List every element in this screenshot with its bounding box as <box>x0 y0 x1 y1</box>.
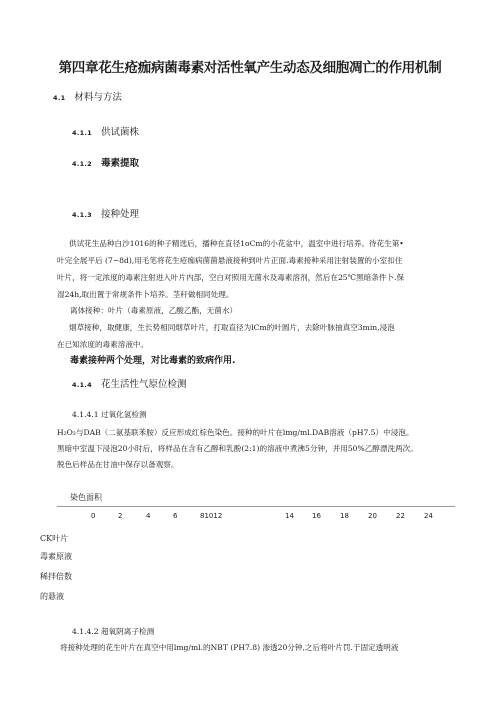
table-row-label: 毒素原液 <box>40 552 72 561</box>
section-title: 花生活性气原位检测 <box>101 379 187 390</box>
table-rule <box>57 506 455 507</box>
tick-label: 18 <box>340 512 349 520</box>
section-title: 接种处理 <box>101 209 140 220</box>
tick-label: 16 <box>312 512 321 520</box>
tick-label: 20 <box>368 512 377 520</box>
paragraph-line: 供试花生品种白沙1016的种子精选后，播种在直径1oCm的小花盆中，温室中进行培养。待花生第• <box>69 239 404 248</box>
section-4-1-3-heading <box>72 206 139 220</box>
section-title: 材料与方法 <box>74 92 122 103</box>
tick-label: 22 <box>396 512 405 520</box>
table-row-label: 稀拌倍数 <box>40 572 72 581</box>
paragraph-line: 烟草接种，取健康，生长势相同烟草叶片，打取直径为lCm的叶圆片，去除叶脉抽真空3min,浸泡 <box>69 323 395 332</box>
section-number: 4.1.3 <box>72 211 93 219</box>
bold-summary-line: 毒素接种两个处理，对比毒素的致病作用. <box>70 356 236 366</box>
page-title: 第四章花生疮痂病菌毒素对活性氧产生动态及细胞凋亡的作用机制 <box>58 60 442 76</box>
tick-label: 0 <box>91 512 96 520</box>
paragraph-line: 湿24h,取出置于常规条件卜培养。茎秆做相同处理。 <box>57 290 234 299</box>
tick-label: 24 <box>424 512 433 520</box>
section-4-1-heading <box>53 89 122 103</box>
tick-label: 14 <box>285 512 294 520</box>
paragraph-line: 叶完全展平后 (7~8d),用毛笔将花生疮痂病菌菌悬液接种到叶片正面.毒素接种采用注射装置的小室扣住 <box>57 256 403 265</box>
table-header-stain-area: 染色面积 <box>70 493 102 502</box>
table-row-label: 的悬液 <box>40 592 64 601</box>
table-column-ticks <box>91 512 441 522</box>
tick-label: 81012 <box>200 512 223 520</box>
section-number: 4.1.1 <box>72 129 93 137</box>
paragraph-tobacco <box>57 319 462 353</box>
paragraph-superoxide-line: 将接种处理的花生叶片在真空中用lmg/ml.的NBT (PH7.8) 渗透20分钟,之后将叶片罚.于固定透明液 <box>60 643 399 652</box>
section-title: 毒素提取 <box>101 158 140 169</box>
tick-label: 4 <box>146 512 151 520</box>
tick-label: 2 <box>118 512 123 520</box>
isolated-inoculation-line: 离体接种：叶片（毒素原液，乙酸乙酯，无菌水） <box>70 306 238 315</box>
section-4-1-2-heading <box>72 155 139 169</box>
table-row-label: CK叶片 <box>40 534 69 543</box>
paragraph-inoculation <box>57 235 462 303</box>
paragraph-line: 在已知浓度的毒素溶液中。 <box>57 340 149 349</box>
paragraph-line: 脱色后样品在甘油中保存以备观察。 <box>57 460 179 469</box>
section-4-1-4-heading <box>72 376 187 390</box>
subsection-4-1-4-2: 4.1.4.2 超氧阴离子检测 <box>72 627 155 636</box>
section-title: 供试菌株 <box>101 127 140 138</box>
subsection-4-1-4-1: 4.1.4.1 过氧化氢检测 <box>72 410 147 419</box>
section-number: 4.1.4 <box>72 381 93 389</box>
tick-label: 6 <box>173 512 178 520</box>
paragraph-line: 叶片，将一定浓度的毒素注射进入叶片内部，空白对照用无菌水及毒素溶剂，然后在25℃黑暗条件卜.保 <box>57 273 405 282</box>
section-number: 4.1 <box>53 94 66 102</box>
paragraph-h2o2 <box>57 425 462 473</box>
paragraph-line: 黑暗中室温下浸泡20小时后，将样品在含有乙醇和乳酚(2:1)的溶液中煮沸5分钟，并用50%乙醇漂洗两次。 <box>57 444 418 453</box>
paragraph-line: H₂O₂与DAB（二氨基联苯胺）反应形成红棕色染色。接种的叶片在lmg/ml.DAB溶液（pH7.5）中浸泡。 <box>57 428 414 437</box>
section-number: 4.1.2 <box>72 160 93 168</box>
section-4-1-1-heading <box>72 124 139 138</box>
